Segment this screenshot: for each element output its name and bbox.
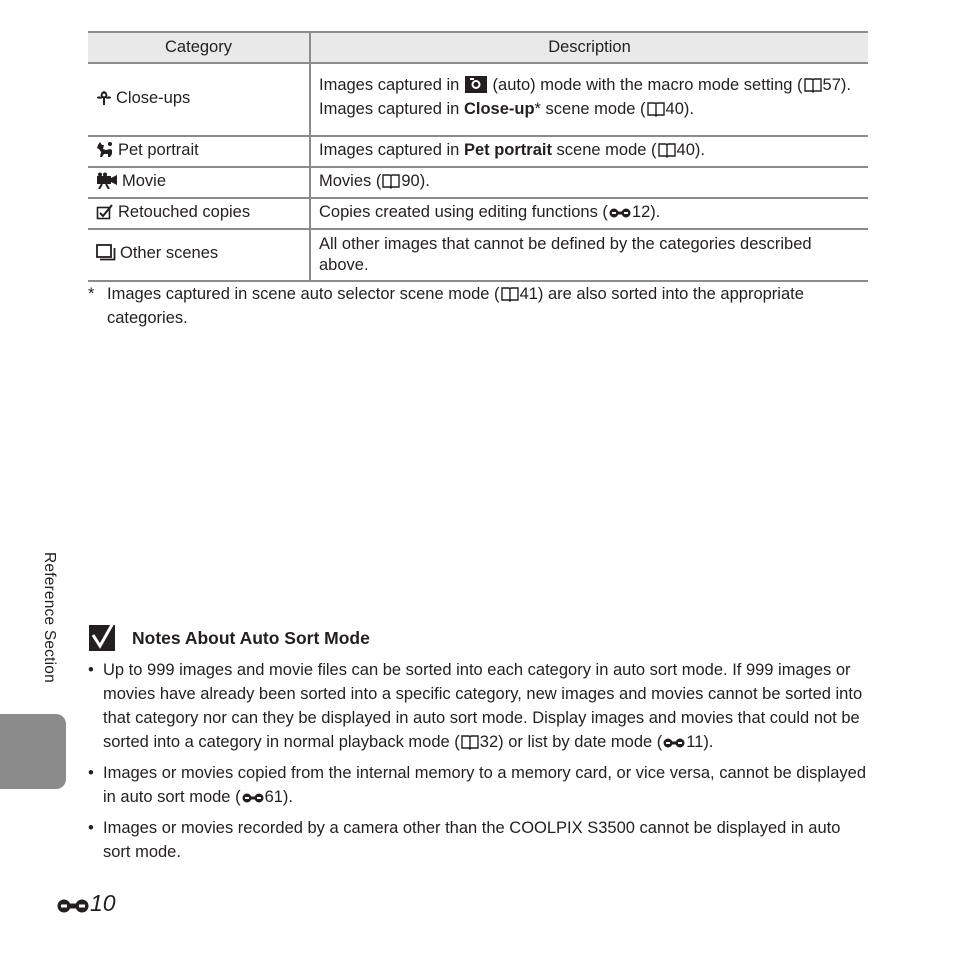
- desc-ref: 40).: [676, 140, 705, 159]
- footnote-part: Images captured in scene auto selector scene mode (: [107, 285, 500, 303]
- retouch-icon: [96, 203, 114, 226]
- note-text: Images or movies copied from the internal memory to a memory card, or vice versa, cannot be displayed in auto sort mode (: [103, 764, 866, 806]
- category-label: Movie: [122, 171, 167, 190]
- notes-title: Notes About Auto Sort Mode: [132, 628, 370, 648]
- book-ref-icon: [647, 101, 665, 123]
- bullet: •: [88, 661, 94, 679]
- table-row: [88, 136, 868, 167]
- note-text: Up to 999 images and movie files can be sorted into each category in auto sort mode. If 999 images or movies have already been sorted into a specific category, new images and movies cannot be sorted into that category nor can they be displayed in auto sort mode. Display images and movies that could not be sorted into a category in normal playback mode (: [103, 661, 863, 751]
- notes-list: [88, 658, 868, 868]
- bullet: •: [88, 764, 94, 782]
- desc-ref: 57).: [822, 76, 851, 94]
- footnote-part: 41) are also sorted into the appropriate categories.: [107, 285, 804, 327]
- reference-e-icon: [663, 733, 685, 757]
- desc-text: scene mode (: [556, 140, 657, 159]
- desc-ref: 40).: [665, 100, 694, 118]
- category-cell: [88, 198, 310, 229]
- table-row: [88, 63, 868, 136]
- book-ref-icon: [804, 77, 822, 99]
- category-label: Pet portrait: [118, 140, 199, 159]
- flower-macro-icon: [96, 90, 112, 112]
- description-cell: [310, 167, 868, 198]
- book-ref-icon: [501, 286, 519, 308]
- table-footnote: [88, 284, 868, 329]
- reference-e-icon: [57, 896, 89, 921]
- category-cell: [88, 229, 310, 281]
- desc-ref: 12).: [631, 202, 661, 221]
- footnote-mark: *: [88, 285, 95, 303]
- section-tab-marker: [0, 714, 66, 789]
- desc-text: Movies (: [319, 171, 382, 190]
- table-header-row: [88, 32, 868, 63]
- table-row: [88, 229, 868, 281]
- header-category: Category: [88, 32, 310, 63]
- desc-text: (auto) mode with the macro mode setting (: [492, 76, 803, 94]
- category-cell: [88, 136, 310, 167]
- desc-ref: 90).: [401, 171, 430, 190]
- page-number-value: 10: [90, 890, 116, 916]
- description-cell: All other images that cannot be defined by the categories described above.: [310, 229, 868, 281]
- table-row: [88, 198, 868, 229]
- pet-icon: [96, 141, 114, 164]
- bullet: •: [88, 819, 94, 837]
- movie-camera-icon: [96, 172, 118, 195]
- book-ref-icon: [461, 733, 479, 757]
- book-ref-icon: [658, 142, 676, 164]
- note-text: 11).: [686, 733, 714, 751]
- camera-auto-icon: [465, 75, 487, 99]
- description-cell: [310, 63, 868, 136]
- desc-text: Images captured in: [319, 76, 460, 94]
- category-cell: [88, 63, 310, 136]
- desc-bold: Close-up: [463, 100, 535, 118]
- list-item: [88, 658, 868, 757]
- desc-text: Images captured in: [319, 100, 460, 118]
- reference-e-icon: [609, 205, 631, 226]
- desc-bold: Pet portrait: [463, 140, 552, 159]
- list-item: [88, 816, 868, 864]
- reference-e-icon: [242, 788, 264, 812]
- list-item: [88, 761, 868, 812]
- note-text: 32) or list by date mode (: [479, 733, 663, 751]
- category-label: Retouched copies: [118, 202, 251, 221]
- section-side-label: Reference Section: [41, 552, 58, 683]
- book-ref-icon: [382, 173, 400, 195]
- footnote-text: [107, 284, 868, 329]
- category-table: [88, 31, 868, 282]
- description-cell: [310, 198, 868, 229]
- desc-text: Images captured in: [319, 140, 460, 159]
- desc-text: Copies created using editing functions (: [319, 202, 608, 221]
- description-cell: [310, 136, 868, 167]
- category-label: Close-ups: [116, 88, 191, 107]
- table-row: [88, 167, 868, 198]
- caution-check-icon: [88, 624, 118, 657]
- other-scenes-icon: [96, 244, 116, 267]
- note-text: 61).: [264, 788, 294, 806]
- category-label: Other scenes: [120, 244, 219, 262]
- header-description: Description: [310, 32, 868, 63]
- note-text: Images or movies recorded by a camera other than the COOLPIX S3500 cannot be displayed in auto sort mode.: [103, 819, 841, 861]
- category-cell: [88, 167, 310, 198]
- desc-text: * scene mode (: [534, 100, 646, 118]
